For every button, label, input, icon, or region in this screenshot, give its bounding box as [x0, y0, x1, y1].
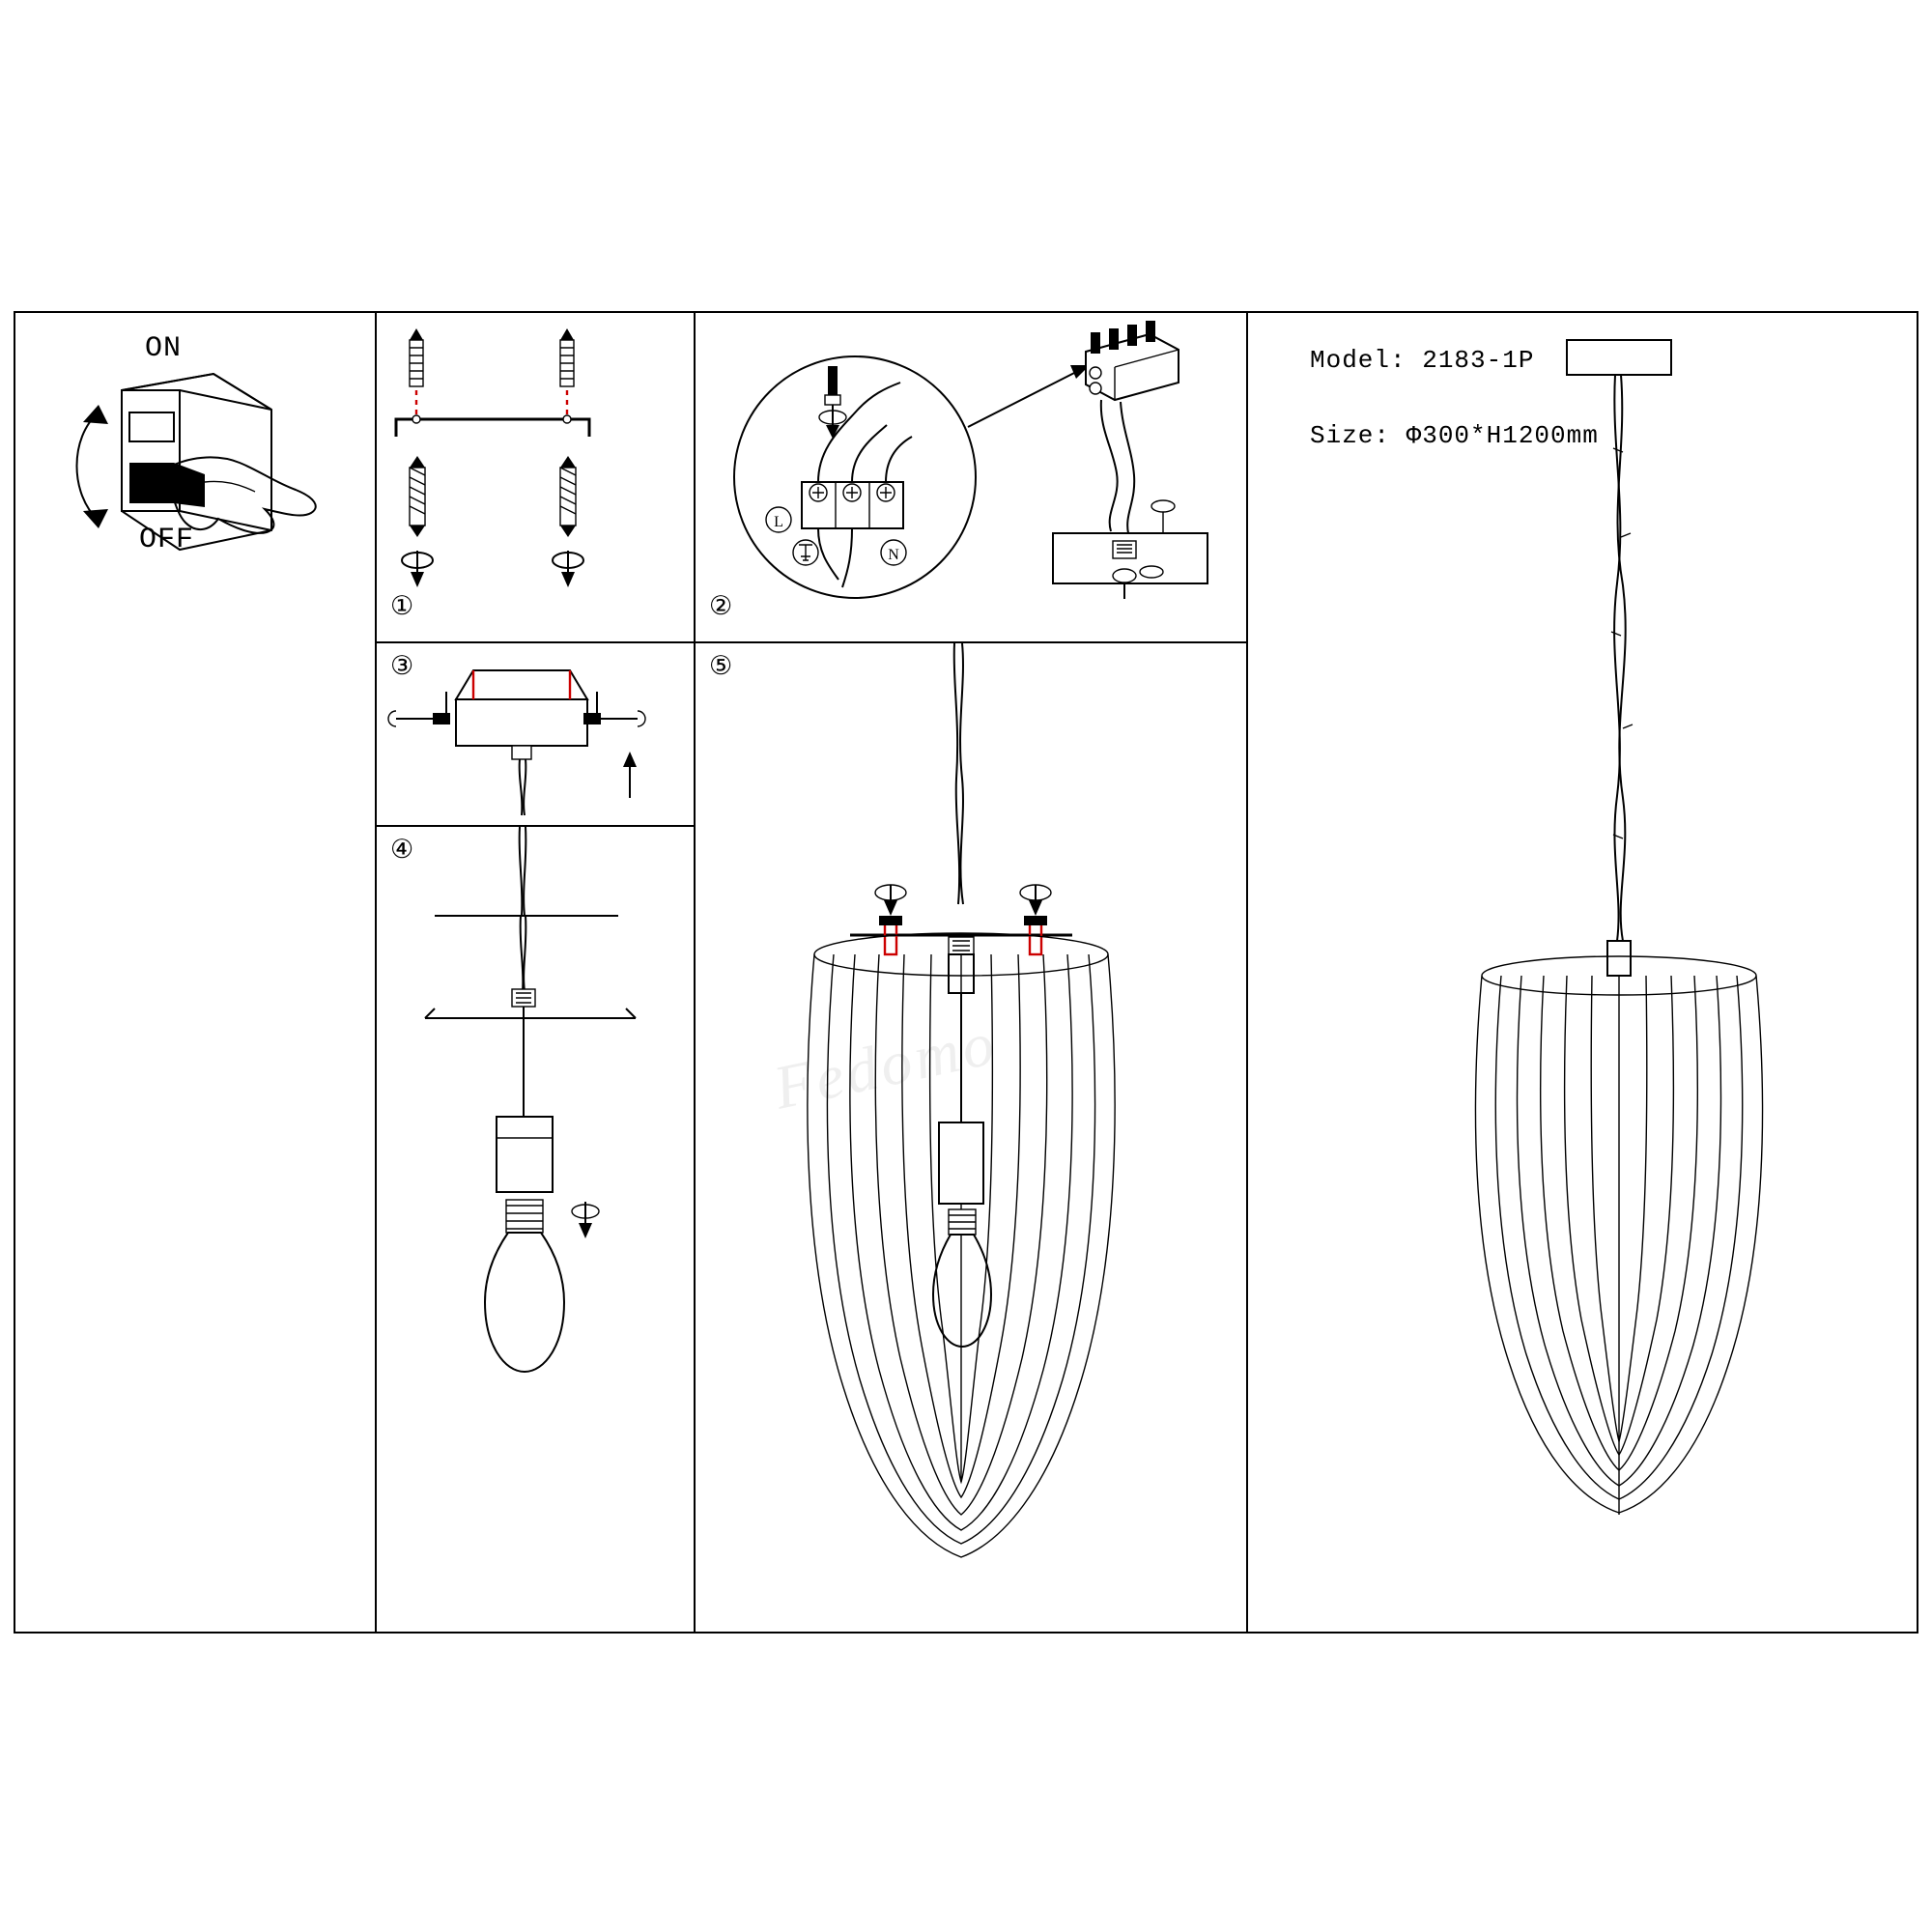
- product-overview-panel: [1248, 313, 1917, 1632]
- terminal-wiring-icon: [696, 313, 1246, 639]
- step-1-number: ①: [390, 594, 414, 623]
- shade-assembly-icon: [696, 643, 1246, 1632]
- size-label: Size: Φ300*H1200mm: [1310, 421, 1599, 450]
- step-2-number: ②: [709, 594, 733, 623]
- step-5-panel: [696, 643, 1246, 1632]
- svg-text:N: N: [888, 547, 899, 563]
- anchors-screws-bracket-icon: [377, 323, 694, 612]
- cord-length-bulb-icon: [377, 827, 694, 1632]
- power-switch-panel: [15, 313, 375, 1632]
- switch-on-label: ON: [145, 332, 183, 365]
- model-label: Model: 2183-1P: [1310, 346, 1535, 375]
- switch-off-label: OFF: [139, 524, 195, 556]
- step-3-panel: [377, 643, 694, 825]
- instruction-sheet: [14, 311, 1918, 1634]
- canopy-attach-icon: [377, 643, 694, 825]
- product-pendant-lamp-icon: [1248, 313, 1917, 1607]
- step-2-panel: [696, 313, 1246, 641]
- hand-pressing-rocker-switch-icon: [15, 366, 375, 617]
- step-5-number: ⑤: [709, 654, 733, 683]
- step-4-number: ④: [390, 838, 414, 867]
- svg-text:L: L: [774, 514, 783, 530]
- watermark: Fedomo: [768, 1008, 1004, 1122]
- step-1-panel: [377, 313, 694, 641]
- step-4-panel: [377, 827, 694, 1632]
- step-3-number: ③: [390, 654, 414, 683]
